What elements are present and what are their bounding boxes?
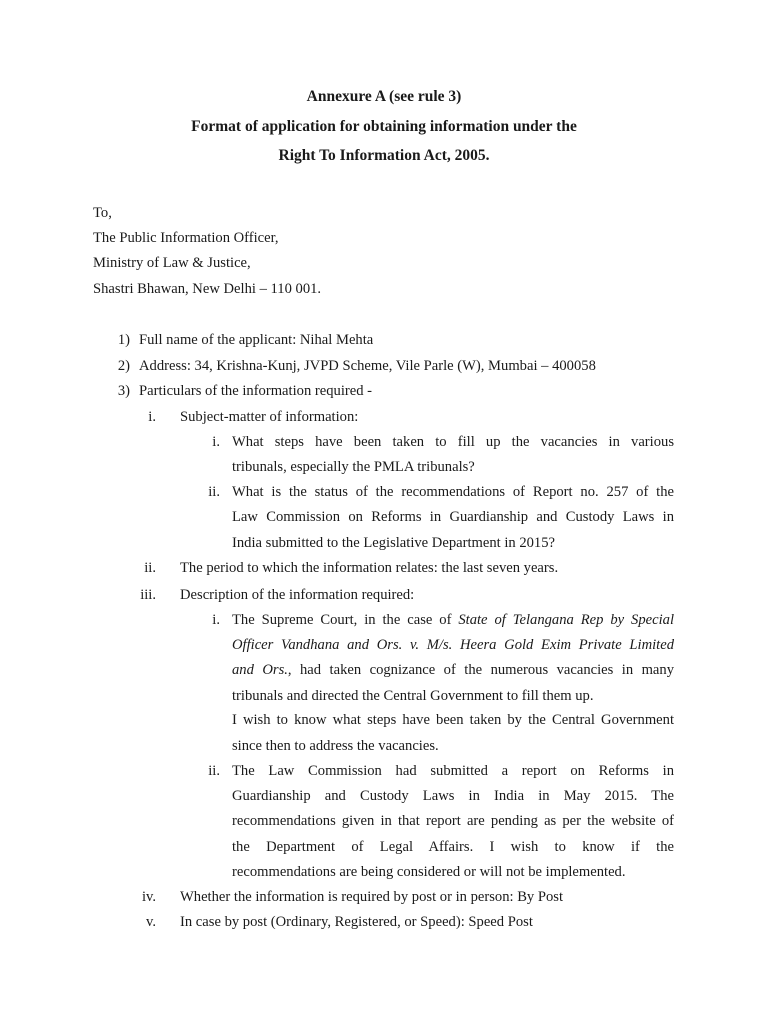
sub-v-number: v. — [146, 914, 156, 930]
subject-ii-line1: What is the status of the recommendations of Report no. 257 of the — [232, 484, 674, 500]
description-i-line1: The Supreme Court, in the case of State of Telangana Rep by Special — [232, 612, 675, 628]
description-i-line6: since then to address the vacancies. — [232, 738, 439, 754]
description-ii-number: ii. — [208, 763, 220, 779]
sub-i-text: Subject-matter of information: — [180, 409, 359, 425]
description-ii-line2: Guardianship and Custody Laws in India in May 2015. The — [232, 788, 674, 804]
subject-i-line1: What steps have been taken to fill up the vacancies in various — [232, 434, 674, 450]
format-heading: Format of application for obtaining information under the — [191, 118, 577, 135]
description-ii-line3: recommendations given in that report are pending as per the website of — [232, 813, 674, 829]
subject-ii-number: ii. — [208, 484, 220, 500]
item-3-text: Particulars of the information required - — [139, 383, 373, 399]
item-1-number: 1) — [117, 332, 130, 348]
item-3-number: 3) — [117, 383, 130, 399]
subject-ii-line3: India submitted to the Legislative Department in 2015? — [232, 535, 556, 551]
description-ii-line4: the Department of Legal Affairs. I wish to know if the — [232, 839, 674, 855]
description-i-line4: tribunals and directed the Central Government to fill them up. — [232, 688, 594, 704]
sub-ii-number: ii. — [144, 560, 156, 576]
act-heading: Right To Information Act, 2005. — [278, 147, 490, 164]
sub-v-text: In case by post (Ordinary, Registered, or Speed): Speed Post — [180, 914, 533, 930]
subject-ii-line2: Law Commission on Reforms in Guardianship and Custody Laws in — [232, 509, 674, 525]
address-ministry: Ministry of Law & Justice, — [93, 255, 251, 271]
subject-i-line2: tribunals, especially the PMLA tribunals? — [232, 459, 475, 475]
sub-iv-text: Whether the information is required by post or in person: By Post — [180, 889, 564, 905]
item-2-text: Address: 34, Krishna-Kunj, JVPD Scheme, Vile Parle (W), Mumbai – 400058 — [139, 358, 596, 374]
address-to: To, — [93, 205, 112, 221]
address-officer: The Public Information Officer, — [93, 230, 279, 246]
description-i-number: i. — [212, 612, 220, 628]
sub-iii-number: iii. — [140, 587, 156, 603]
description-i-line2: Officer Vandhana and Ors. v. M/s. Heera Gold Exim Private Limited — [232, 637, 674, 653]
description-ii-line5: recommendations are being considered or will not be implemented. — [232, 864, 626, 880]
sub-iii-text: Description of the information required: — [180, 587, 415, 603]
description-i-line3: and Ors., had taken cognizance of the numerous vacancies in many — [232, 662, 674, 678]
description-ii-line1: The Law Commission had submitted a report on Reforms in — [232, 763, 674, 779]
address-location: Shastri Bhawan, New Delhi – 110 001. — [93, 281, 322, 297]
sub-i-number: i. — [148, 409, 156, 425]
item-1-text: Full name of the applicant: Nihal Mehta — [139, 332, 374, 348]
sub-ii-text: The period to which the information relates: the last seven years. — [180, 560, 559, 576]
item-2-number: 2) — [117, 358, 130, 374]
sub-iv-number: iv. — [141, 889, 156, 905]
description-i-line5: I wish to know what steps have been taken by the Central Government — [232, 712, 674, 728]
annexure-heading: Annexure A (see rule 3) — [306, 88, 462, 105]
subject-i-number: i. — [212, 434, 220, 450]
